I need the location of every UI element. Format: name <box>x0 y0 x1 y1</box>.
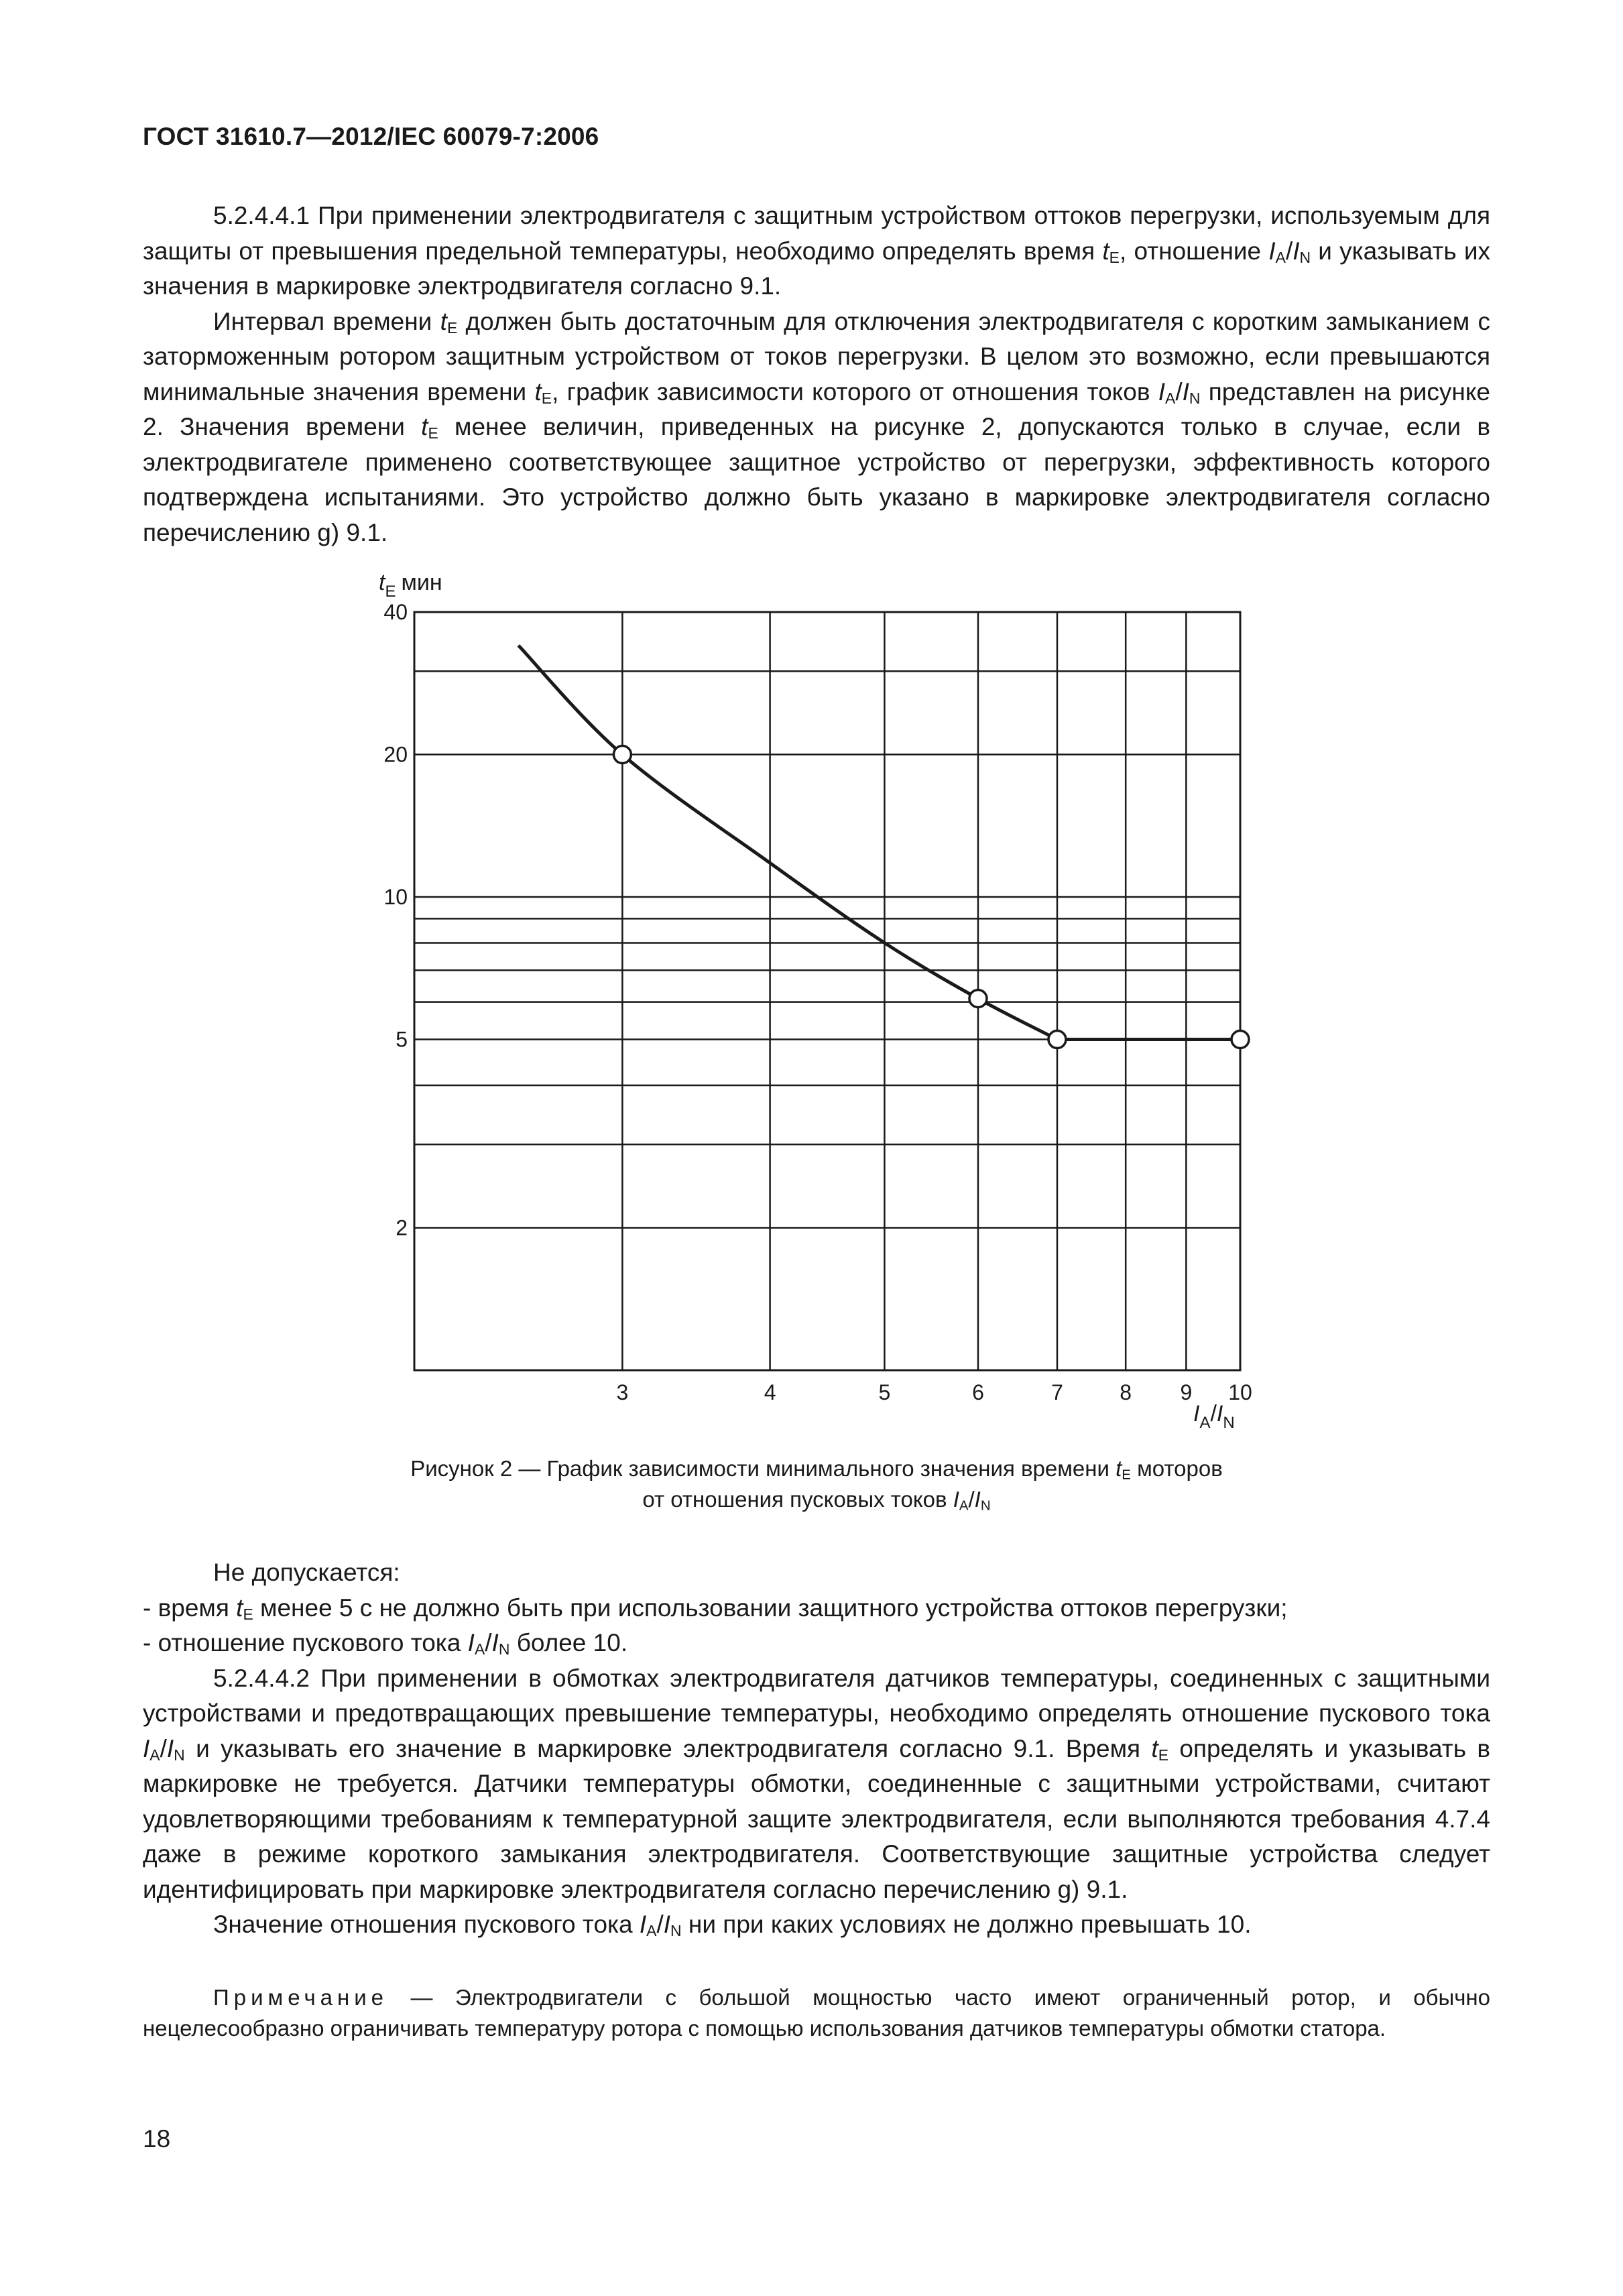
x-axis-label: $I_A/I_N$ <box>1193 1401 1235 1432</box>
paragraph: Значение отношения пускового тока $I_A/I_N$ ни при каких условиях не должно превышать 10. <box>213 1911 1252 1940</box>
y-tick-label: 5 <box>396 1027 408 1052</box>
figure-2 <box>0 563 1623 1528</box>
x-tick-label: 7 <box>1051 1380 1063 1404</box>
restrictions-heading: Не допускается: <box>213 1559 400 1586</box>
x-tick-label: 8 <box>1120 1380 1132 1404</box>
data-point <box>1231 1031 1249 1048</box>
x-tick-label: 10 <box>1228 1380 1252 1404</box>
note-text: — Электродвигатели с большой мощностью часто имеют ограниченный ротор, и обычно нецелесообразно ограничивать температуру ротора с помощью использования датчиков температуры обмотки статора. <box>143 1985 1490 2041</box>
y-tick-label: 2 <box>396 1215 408 1240</box>
note <box>143 1982 1490 2044</box>
x-tick-label: 3 <box>616 1380 629 1404</box>
y-tick-label: 20 <box>383 742 408 767</box>
x-tick-label: 6 <box>972 1380 984 1404</box>
document-header: ГОСТ 31610.7—2012/IEC 60079-7:2006 <box>143 123 599 150</box>
y-tick-label: 10 <box>383 885 408 910</box>
data-point <box>1048 1031 1066 1048</box>
note-label: Примечание <box>213 1985 389 2010</box>
data-point <box>613 746 631 764</box>
restriction-item: - время $t_E$ менее 5 с не должно быть при использовании защитного устройства оттоков перегрузки; <box>143 1593 1288 1623</box>
y-axis-label: $t_E$ мин <box>379 570 442 601</box>
chart <box>0 563 1623 1435</box>
plot-frame <box>414 612 1240 1370</box>
x-tick-label: 9 <box>1180 1380 1193 1404</box>
y-tick-label: 40 <box>383 600 408 624</box>
data-point <box>969 990 987 1008</box>
section-5-2-4-4-2 <box>143 1555 1490 1943</box>
section-5-2-4-4-1 <box>143 198 1490 550</box>
paragraph: Интервал времени $t_E$ должен быть достаточным для отключения электродвигателя с коротким замыканием с заторможенным ротором защитным устройством от токов перегрузки. В целом это возможно, если превышаются минимальные значения времени $t_E$, график зависимости которого от отношения токов $I_A/I_N$ представлен на рисунке 2. Значения времени $t_E$ менее величин, приведенных на рисунке 2, допускаются только в случае, если в электродвигателе применено соответствующее защитное устройство от перегрузки, эффективность которого подтверждена испытаниями. Это устройство должно быть указано в маркировке электродвигателя согласно перечислению g) 9.1. <box>143 307 1490 546</box>
paragraph: 5.2.4.4.2 При применении в обмотках электродвигателя датчиков температуры, соединенных с защитными устройствами и предотвращающих превышение температуры, необходимо определять отношение пускового тока $I_A/I_N$ и указывать его значение в маркировке электродвигателя согласно 9.1. Время $t_E$ определять и указывать в маркировке не требуется. Датчики температуры обмотки, соединенные с защитными устройствами, считают удовлетворяющими требованиям к температурной защите электродвигателя, если выполняются требования 4.7.4 даже в режиме короткого замыкания электродвигателя. Соответствующие защитные устройства следует идентифицировать при маркировке электродвигателя согласно перечислению g) 9.1. <box>143 1664 1491 1903</box>
page-number: 18 <box>143 2125 171 2153</box>
series-line <box>518 646 1240 1040</box>
restriction-item: - отношение пускового тока $I_A/I_N$ более 10. <box>143 1629 628 1658</box>
x-tick-label: 5 <box>878 1380 891 1404</box>
x-tick-label: 4 <box>764 1380 776 1404</box>
paragraph: 5.2.4.4.1 При применении электродвигателя с защитным устройством оттоков перегрузки, используемым для защиты от превышения предельной температуры, необходимо определять время $t_E$, отношение $I_A/I_N$ и указывать их значения в маркировке электродвигателя согласно 9.1. <box>143 202 1490 300</box>
figure-caption: Рисунок 2 — График зависимости минимального значения времени $t_E$ моторов от отношения пусковых токов $I_A/I_N$ <box>410 1456 1223 1514</box>
